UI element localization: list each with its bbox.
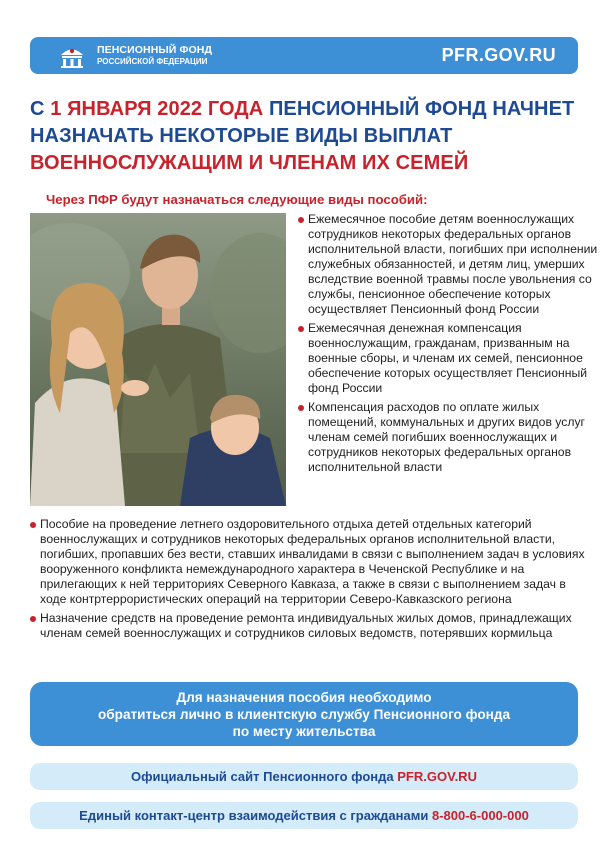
contact-phone-link[interactable]: 8-800-6-000-000 [431, 808, 529, 823]
header-bar [30, 37, 578, 74]
contact-info-label: Единый контакт-центр взаимодействия с гражданами [79, 808, 432, 823]
pfr-emblem-icon [57, 42, 87, 69]
headline-date: 1 ЯНВАРЯ 2022 ГОДА [50, 98, 264, 120]
family-photo-illustration [30, 213, 286, 506]
headline-highlight: ВОЕННОСЛУЖАЩИМ И ЧЛЕНАМ ИХ СЕМЕЙ [30, 152, 469, 174]
list-item: Ежемесячная денежная компенсация военнослужащим, гражданам, призванным на военные сборы, и членам их семей, пенсионное обеспечение которых осуществляет Пенсионный фонд России [298, 321, 598, 396]
cta-banner [30, 682, 578, 746]
contact-info-bar [30, 802, 578, 829]
intro-text: Через ПФР будут назначаться следующие виды пособий: [46, 192, 428, 207]
header-site-link[interactable]: PFR.GOV.RU [441, 45, 556, 65]
list-item: Пособие на проведение летнего оздоровительного отдыха детей отдельных категорий военнослужащих и сотрудников некоторых федеральных органов исполнительной власти, погибших, пропавших без вести, ставших инвалидами в связи с выполнением задач в условиях вооруженного конфликта немеждународного характера в Чеченской Республике и на прилегающих к ней территориях Северного Кавказа, а также в связи с выполнением задач в ходе контртеррористических операций на территории Северо-Кавказского региона [30, 517, 590, 607]
site-info-label: Официальный сайт Пенсионного фонда [131, 769, 398, 784]
headline-prefix: С [30, 98, 51, 120]
benefits-list-right [298, 212, 598, 479]
benefits-list-full [30, 517, 590, 645]
family-photo [30, 213, 286, 506]
cta-line2: обратиться лично в клиентскую службу Пенсионного фонда [97, 706, 511, 722]
headline [30, 96, 590, 177]
list-item: Компенсация расходов по оплате жилых помещений, коммунальных и других видов услуг членам семей погибших военнослужащих и сотрудников некоторых федеральных органов исполнительной власти [298, 400, 598, 475]
org-name [97, 45, 212, 67]
headline-middle: ПЕНСИОННЫЙ ФОНД НАЧНЕТ НАЗНАЧАТЬ НЕКОТОРЫЕ ВИДЫ ВЫПЛАТ [30, 98, 575, 147]
site-info-bar [30, 763, 578, 790]
org-name-line2: РОССИЙСКОЙ ФЕДЕРАЦИИ [97, 57, 208, 66]
list-item: Ежемесячное пособие детям военнослужащих сотрудников некоторых федеральных органов исполнительной власти, погибших при исполнении служебных обязанностей, и детям лиц, умерших вследствие военной травмы после увольнения со службы, пенсионное обеспечение которых осуществляет Пенсионный фонд России [298, 212, 598, 317]
org-name-line1: ПЕНСИОННЫЙ ФОНД [97, 44, 213, 56]
cta-line1: Для назначения пособия необходимо [176, 689, 432, 705]
cta-line3: по месту жительства [232, 723, 376, 739]
site-info-link[interactable]: PFR.GOV.RU [397, 769, 477, 784]
cta-text [94, 689, 514, 740]
list-item: Назначение средств на проведение ремонта индивидуальных жилых домов, принадлежащих членам семей военнослужащих и сотрудников силовых ведомств, потерявших кормильца [30, 611, 590, 641]
